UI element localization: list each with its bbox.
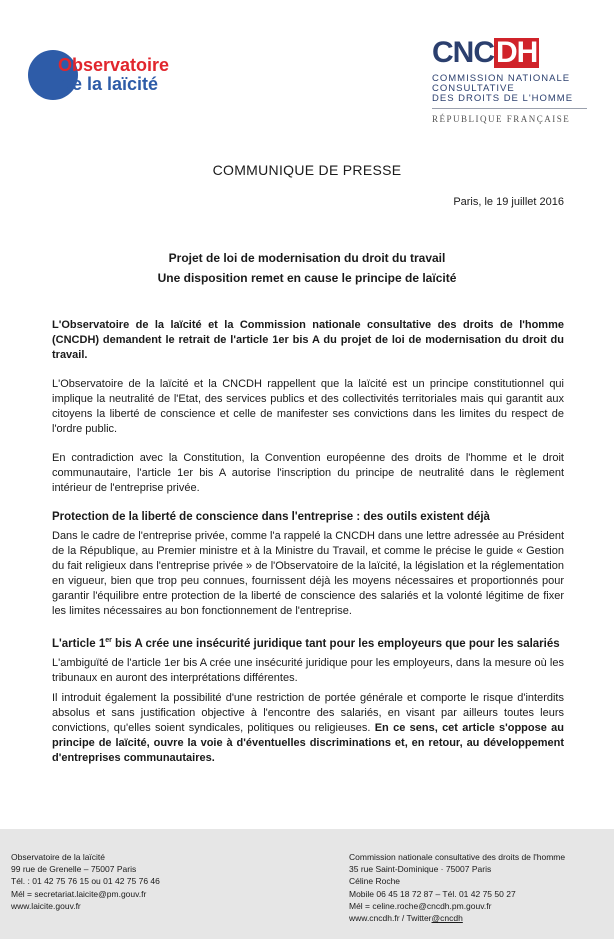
press-body: [52, 318, 564, 780]
paragraph-ambiguite: L'ambiguïté de l'article 1er bis A crée une insécurité juridique pour les employeurs, dans la mesure où les tribunaux en auront des interprétations différentes.: [52, 656, 564, 684]
subtitle-line1: Projet de loi de modernisation du droit du travail: [168, 251, 446, 265]
observatoire-logo-line1: Observatoire: [58, 55, 170, 75]
cncdh-sub1: COMMISSION NATIONALE: [432, 73, 571, 84]
heading-protection: Protection de la liberté de conscience dans l'entreprise : des outils existent déjà: [52, 511, 490, 523]
footer-right-contact: Céline Roche: [349, 876, 401, 887]
heading-insecurite: [52, 633, 564, 652]
footer-left-tel: Tél. : 01 42 75 76 15 ou 01 42 75 76 46: [11, 876, 160, 887]
intro-paragraph: L'Observatoire de la laïcité et la Commission nationale consultative des droits de l'homme (CNCDH) demandent le retrait de l'article 1er bis A du projet de loi de modernisation du droit du travail.: [52, 319, 564, 361]
footer-cncdh: [349, 851, 565, 924]
cncdh-acronym-right: DH: [496, 36, 538, 69]
footer-right-name: Commission nationale consultative des droits de l'homme: [349, 852, 566, 862]
footer-right-web-link[interactable]: www.cncdh.fr / Twitter: [349, 913, 432, 924]
observatoire-logo: [28, 50, 198, 102]
paragraph-protection: Dans le cadre de l'entreprise privée, comme l'a rappelé la CNCDH dans une lettre adressée au Président de la République, au Premier ministre et à la Ministre du Travail, et comme le précise le guide « Gestion du fait religieux dans l'entreprise privée » de l'Observatoire de la laïcité, la législation et la réglementation en vigueur, bien que trop peu connues, fournissent déjà les moyens nécessaires et proportionnés pour garantir l'équilibre entre protection de la liberté de conscience des salariés et la volonté légitime de fixer les limites nécessaires au bon fonctionnement de l'entreprise.: [52, 530, 564, 617]
footer-right-twitter-link[interactable]: @cncdh: [431, 913, 463, 924]
cncdh-logo-divider: [432, 108, 587, 109]
page-title: COMMUNIQUE DE PRESSE: [212, 162, 402, 178]
footer-left-name: Observatoire de la laïcité: [11, 852, 106, 862]
paragraph-conclusion-plain: Il introduit également la possibilité d'une restriction de portée générale et comporte le risque d'interdits absolus et sans justification objective à l'encontre des salariés, en visant par ailleurs toutes leurs convictions, qu'elles soient syndicales, politiques ou religieuses.: [52, 691, 564, 734]
observatoire-logo-text: [58, 56, 169, 94]
press-subtitle: [0, 248, 614, 288]
press-date: Paris, le 19 juillet 2016: [453, 196, 564, 208]
cncdh-sub2: CONSULTATIVE: [432, 83, 515, 94]
footer-right-mail[interactable]: Mél = celine.roche@cncdh.pm.gouv.fr: [349, 900, 492, 911]
footer: [0, 829, 614, 939]
heading-insecurite-b: bis A crée une insécurité juridique tant pour les employeurs que pour les salariés: [111, 637, 560, 650]
paragraph-conclusion: [52, 691, 564, 766]
footer-left-address: 99 rue de Grenelle – 75007 Paris: [11, 864, 137, 875]
cncdh-logo: [432, 38, 592, 133]
cncdh-logo-subtitle: [432, 74, 592, 104]
heading-insecurite-a: L'article 1: [52, 637, 106, 650]
footer-left-web[interactable]: www.laicite.gouv.fr: [11, 900, 81, 911]
footer-observatoire: [11, 851, 160, 912]
observatoire-logo-line2: de la laïcité: [61, 74, 159, 94]
heading-insecurite-sup: er: [105, 637, 112, 644]
cncdh-acronym-left: CNC: [432, 36, 494, 69]
cncdh-republic: RÉPUBLIQUE FRANÇAISE: [432, 114, 571, 124]
subtitle-line2: Une disposition remet en cause le principe de laïcité: [157, 271, 457, 285]
footer-left-mail[interactable]: Mél = secretariat.laicite@pm.gouv.fr: [11, 888, 147, 899]
cncdh-acronym: [432, 38, 592, 68]
cncdh-sub3: DES DROITS DE L'HOMME: [432, 93, 574, 104]
footer-right-address: 35 rue Saint-Dominique · 75007 Paris: [349, 864, 492, 875]
paragraph-contradiction: En contradiction avec la Constitution, la Convention européenne des droits de l'homme et le droit communautaire, l'article 1er bis A autorise l'inscription du principe de neutralité dans le règlement intérieur de l'entreprise privée.: [52, 452, 564, 494]
footer-right-web: [349, 912, 565, 924]
footer-right-tel: Mobile 06 45 18 72 87 – Tél. 01 42 75 50 27: [349, 888, 516, 899]
paragraph-conclusion-bold: En ce sens, cet article s'oppose au principe de laïcité, ouvre la voie à d'éventuelles discriminations et, en retour, au développement d'entreprises communautaires.: [52, 721, 564, 764]
paragraph-laicite: L'Observatoire de la laïcité et la CNCDH rappellent que la laïcité est un principe constitutionnel qui implique la neutralité de l'Etat, des services publics et des collectivités territoriales mais qui garantit aux citoyens la liberté de conscience et celle de manifester ses convictions dans les limites du respect de l'ordre public.: [52, 378, 564, 435]
